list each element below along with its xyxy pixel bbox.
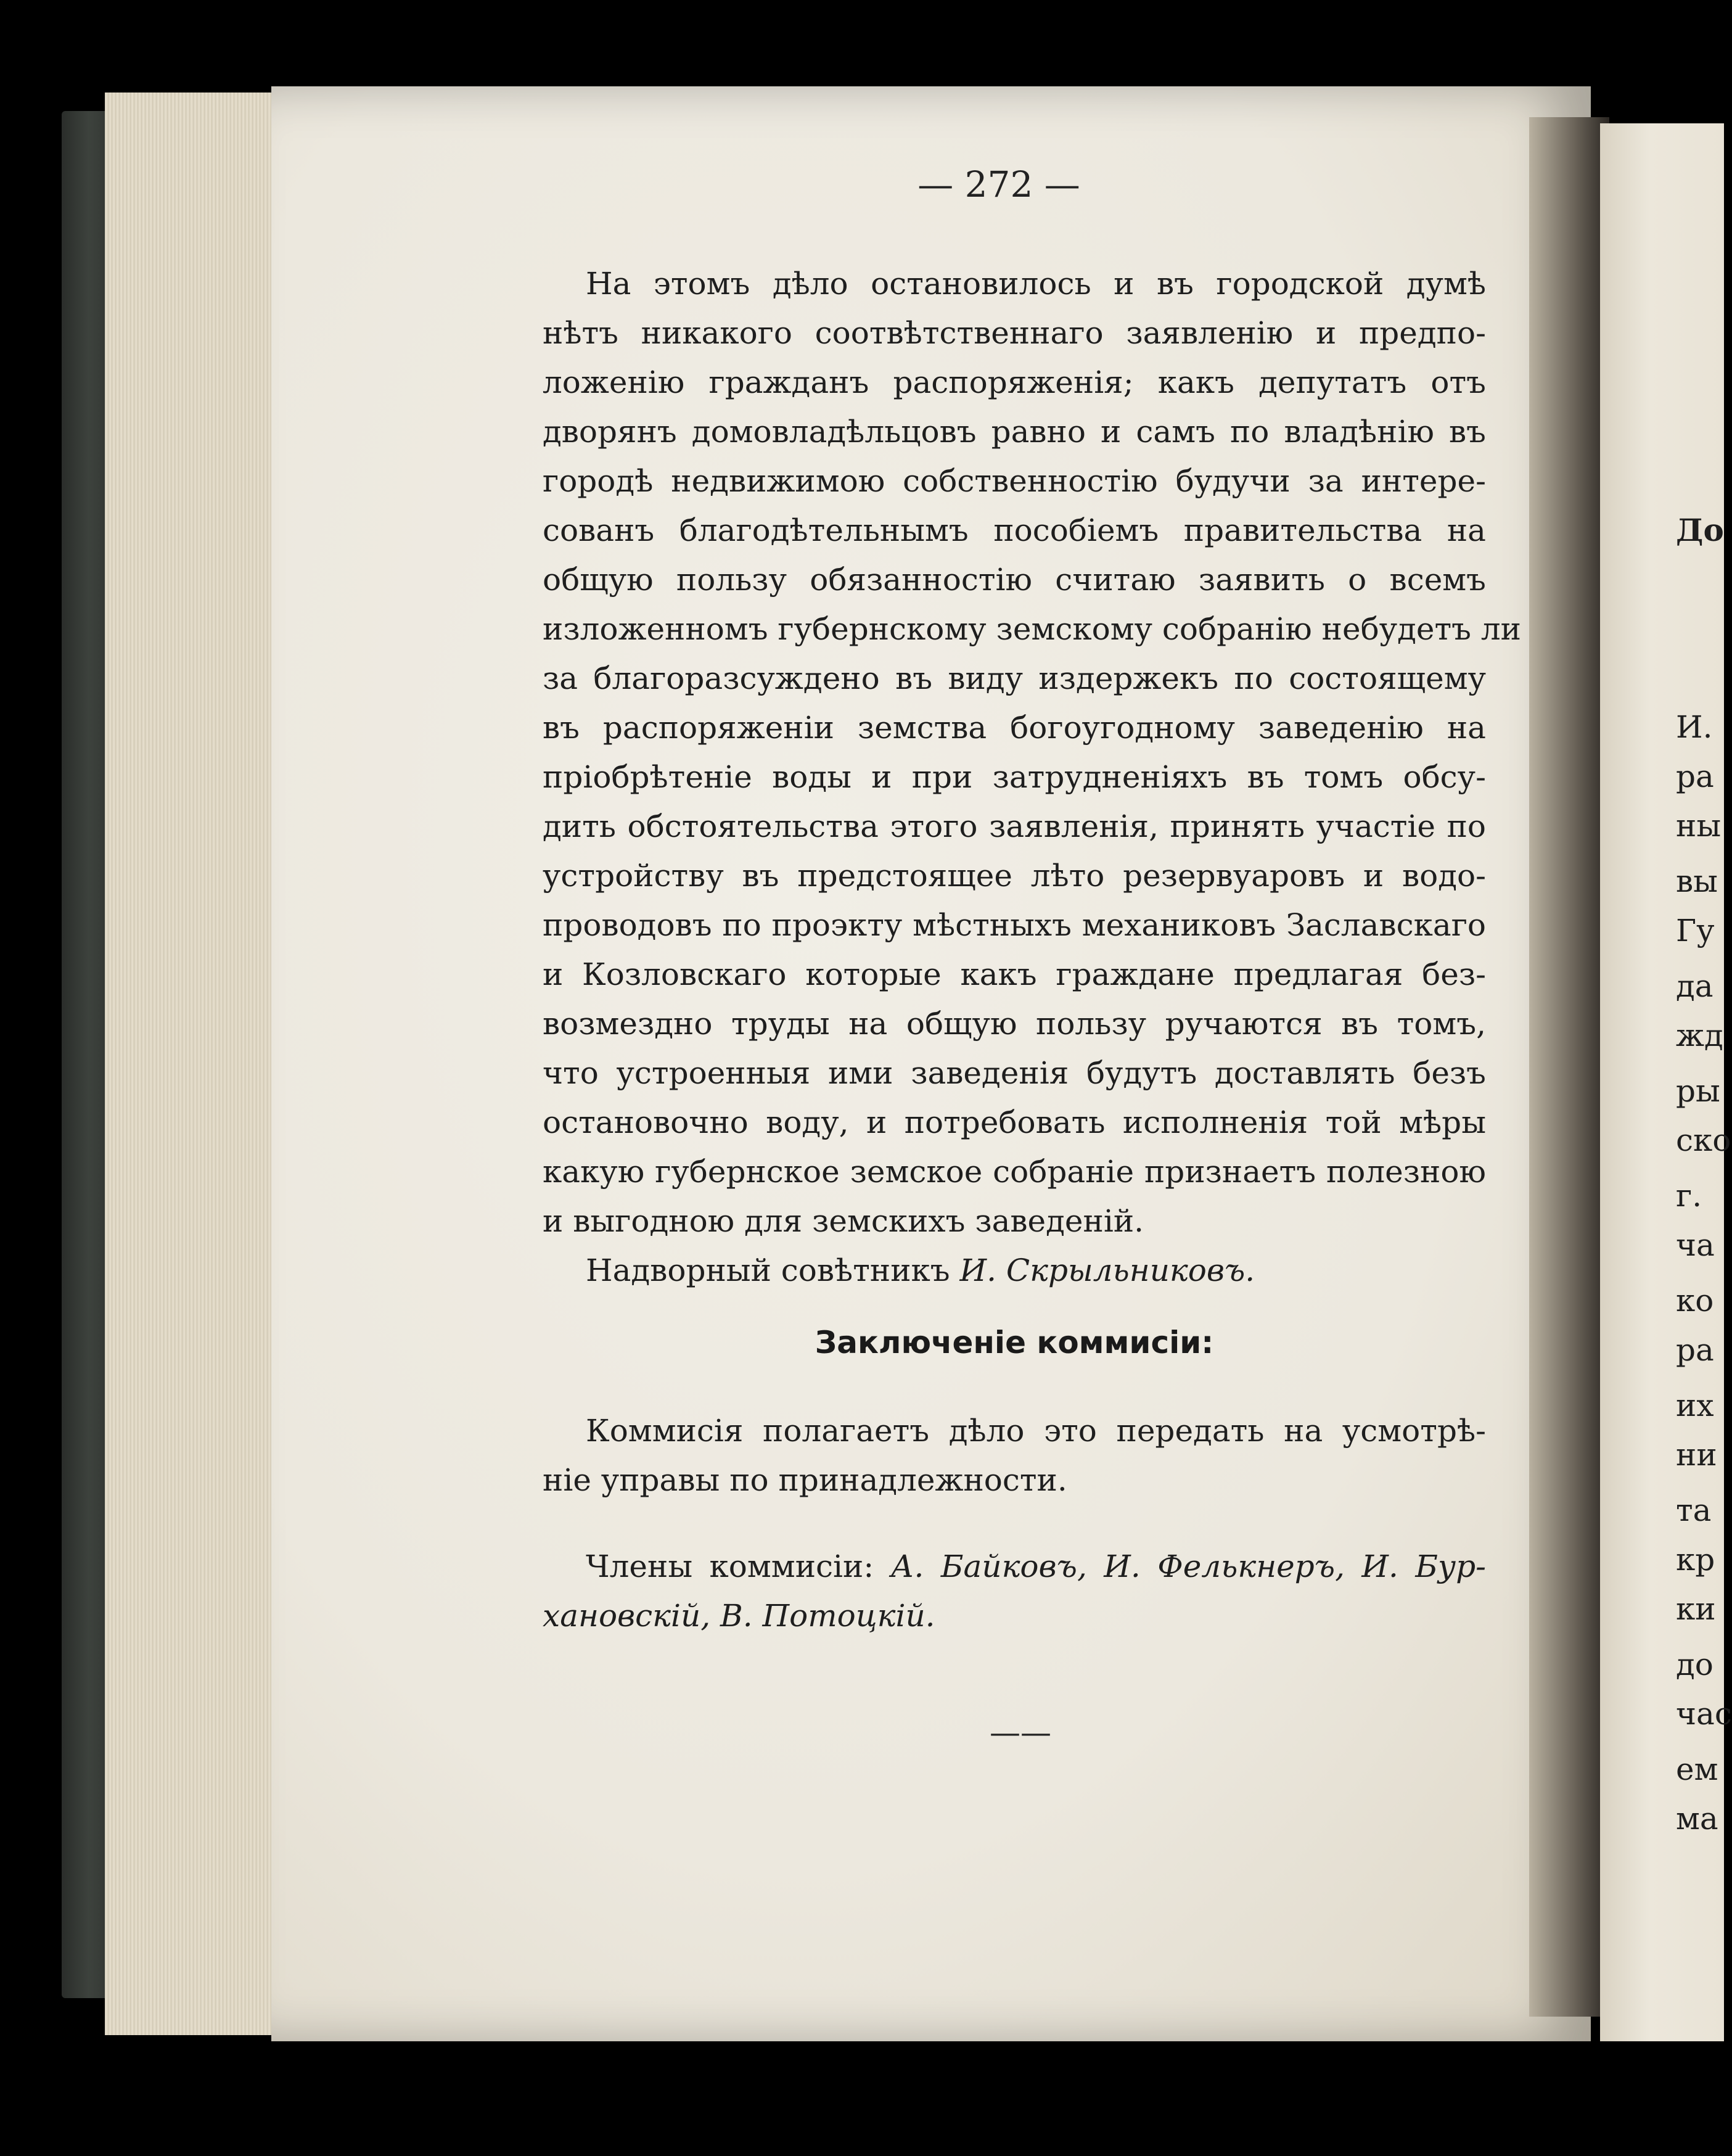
end-mark: —— [990,1714,1051,1750]
text-line: сованъ благодѣтельнымъ пособіемъ правительства на [543,512,1486,548]
members-label: Члены коммисіи: [586,1549,874,1584]
right-page-fragment: та [1676,1492,1712,1528]
text-line: изложенномъ губернскому земскому собранію небудетъ ли [543,611,1521,647]
members-line [543,1591,1486,1640]
right-page-fragment: Гу [1676,913,1715,948]
text-line: городѣ недвижимою собственностію будучи за интере- [543,463,1486,499]
right-page-fragment: ры [1676,1073,1720,1109]
right-page-fragment: ни [1676,1437,1717,1473]
text-line: общую пользу обязанностію считаю заявить о всемъ [543,562,1486,598]
text-line: что устроенныя ими заведенія будутъ доставлять безъ [543,1055,1486,1091]
right-page-fragment: их [1676,1388,1714,1423]
right-page-fragment: ма [1676,1801,1718,1837]
main-paragraph [543,259,1521,1295]
text-line: остановочно воду, и потребовать исполненія той мѣры [543,1105,1486,1140]
right-page-fragment: ны [1676,808,1722,844]
right-page-fragment: ра [1676,759,1714,794]
right-page-fragment: кр [1676,1542,1715,1578]
book-gutter [1529,117,1609,2017]
conclusion-paragraph [543,1406,1486,1505]
page-number: — 272 — [917,163,1080,205]
members-names: А. Байковъ, И. Фелькнеръ, И. Бур- [890,1549,1486,1584]
right-page-fragment: ки [1676,1591,1716,1627]
signature-name: И. Скрыльниковъ. [959,1253,1255,1288]
text-line: нѣтъ никакого соотвѣтственнаго заявленію и предпо- [543,315,1486,351]
right-page-fragment: до [1676,1647,1714,1682]
signature-title: Надворный совѣтникъ [586,1253,950,1288]
text-line: устройству въ предстоящее лѣто резервуаровъ и водо- [543,858,1486,894]
text-line: какую губернское земское собраніе признаетъ полезною [543,1154,1486,1190]
right-page-fragment: г. [1676,1178,1702,1214]
text-line: Коммисія полагаетъ дѣло это передать на усмотрѣ- [586,1413,1486,1449]
text-line: въ распоряженіи земства богоугодному заведенію на [543,710,1486,746]
section-heading: Заключеніе коммисіи: [815,1325,1214,1360]
right-page-fragment: ко [1676,1283,1714,1319]
text-line: и Козловскаго которые какъ граждане предлагая без- [543,957,1486,992]
signature-line [543,1246,1486,1295]
right-page-fragment: жд [1676,1018,1723,1053]
right-page-fragment: До [1676,512,1724,548]
right-page-fragment: ем [1676,1751,1718,1787]
text-line: дворянъ домовладѣльцовъ равно и самъ по владѣнію въ [543,414,1486,450]
text-line: за благоразсуждено въ виду издержекъ по состоящему [543,660,1486,696]
text-line: ніе управы по принадлежности. [543,1462,1067,1498]
right-page-fragment: И. [1676,709,1713,745]
right-page-fragment: да [1676,968,1714,1004]
right-page-fragment: ча [1676,1227,1715,1263]
members-names: хановскій, В. Потоцкій. [543,1598,935,1634]
text-line: возмездно труды на общую пользу ручаются въ томъ, [543,1006,1486,1042]
right-page-fragment: час [1676,1696,1732,1732]
members-line [543,1542,1486,1591]
text-line: проводовъ по проэкту мѣстныхъ механиковъ Заславскаго [543,907,1486,943]
right-page-fragment: вы [1676,863,1718,899]
members-paragraph [543,1542,1486,1640]
text-line: пріобрѣтеніе воды и при затрудненіяхъ въ томъ обсу- [543,759,1486,795]
text-line: ложенію гражданъ распоряженія; какъ депутатъ отъ [543,364,1486,400]
text-line: дить обстоятельства этого заявленія, принять участіе по [543,808,1486,844]
right-page-fragment: ра [1676,1332,1714,1368]
page-stack-edge [105,93,290,2035]
right-page-fragment: ско [1676,1122,1731,1158]
text-line: На этомъ дѣло остановилось и въ городской думѣ [586,266,1486,302]
text-line: и выгодною для земскихъ заведеній. [543,1203,1144,1239]
